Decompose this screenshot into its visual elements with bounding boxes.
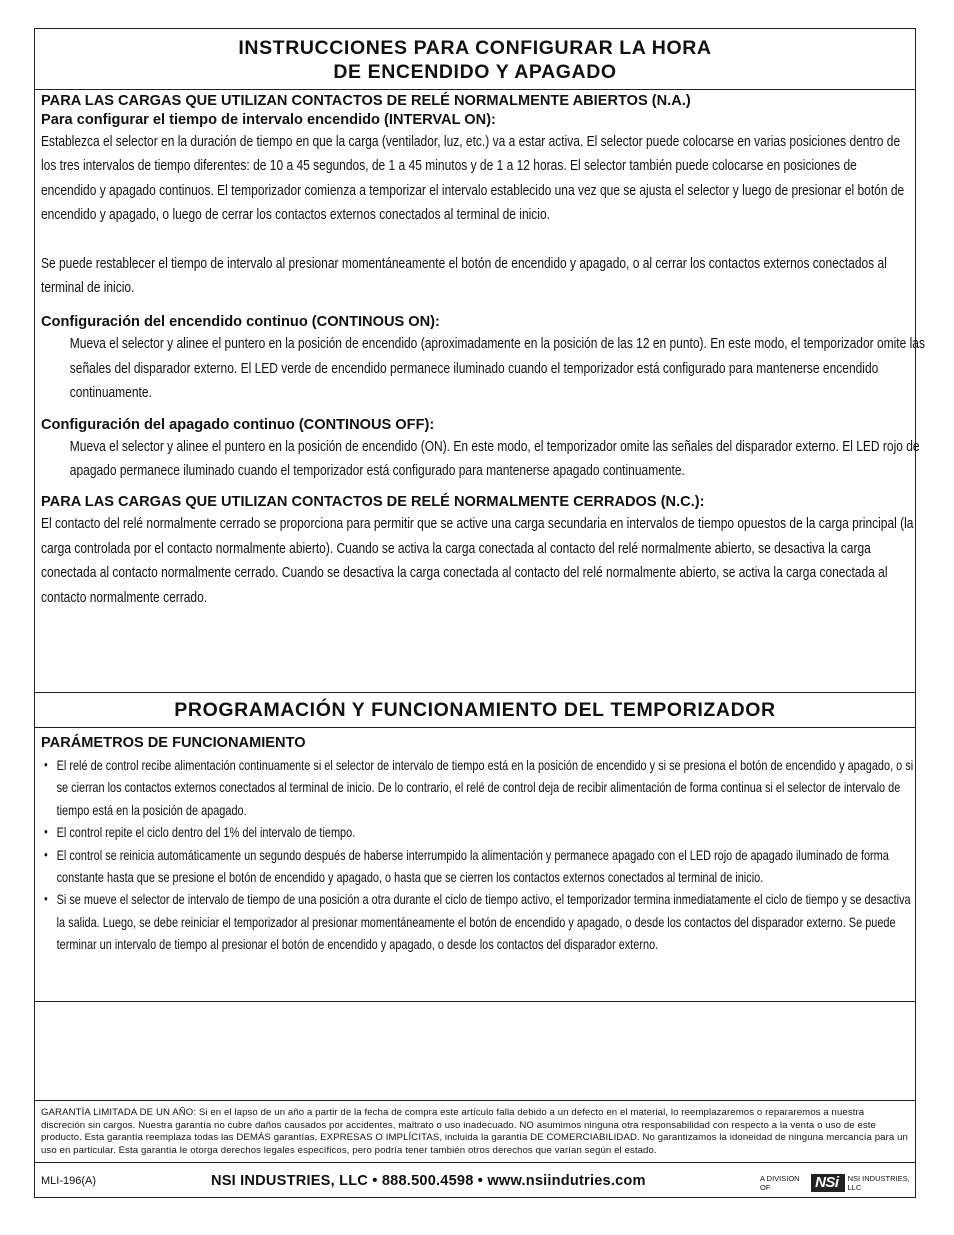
list-item: • El control repite el ciclo dentro del 1% del intervalo de tiempo. — [41, 821, 914, 843]
blank-area — [35, 1002, 915, 1101]
continuous-on-paragraph: Mueva el selector y alinee el puntero en la posición de encendido (aproximadamente en la posición de las 12 en punto). En este modo, el temporizador omite las señales del disparador externo. El LED verde de encendido permanece iluminado cuando el temporizador está configurado para mantenerse encendido continuamente. — [69, 335, 925, 402]
operating-parameters-section — [35, 728, 915, 1002]
interval-on-heading: Para configurar el tiempo de intervalo encendido (INTERVAL ON): — [41, 112, 496, 128]
section-title-line2: DE ENCENDIDO Y APAGADO — [333, 61, 617, 83]
interval-reset-paragraph: Se puede restablecer el tiempo de intervalo al presionar momentáneamente el botón de encendido y apagado, o al cerrar los contactos externos conectados al terminal de inicio. — [41, 254, 887, 297]
section-title-line1: INSTRUCCIONES PARA CONFIGURAR LA HORA — [238, 37, 712, 59]
division-block — [760, 1173, 915, 1193]
nc-paragraph: El contacto del relé normalmente cerrado se proporciona para permitir que se active una carga secundaria en intervalos de tiempo opuestos de la carga principal (la carga controlada por el contacto normalmente abierto). Cuando se activa la carga conectada al contacto del relé normalmente abierto, se desactiva la carga conectada al contacto normalmente cerrado. Cuando se desactiva la carga conectada al contacto del relé normalmente abierto, se activa la carga conectada al contacto normalmente cerrado. — [41, 515, 914, 606]
warranty-text: GARANTÍA LIMITADA DE UN AÑO: Si en el lapso de un año a partir de la fecha de compra este artículo falla debido a un defecto en el material, lo reemplazaremos o repararemos a nuestra discreción sin cargos. Nuestra garantía no cubre daños causados por accidentes, maltrato o uso inadecuado. NO asumimos ninguna otra responsabilidad con respecto a la venta o uso de este producto. Esta garantía reemplaza todas las DEMÁS garantías, EXPRESAS O IMPLÍCITAS, incluida la garantía DE COMERCIABILIDAD. No garantizamos la idoneidad de ninguna mercancía para un uso en particular. Esta garantía le otorga derechos legales específicos, pero podría tener también otros derechos que varían según el estado. — [41, 1107, 908, 1156]
interval-on-paragraph: Establezca el selector en la duración de tiempo en que la carga (ventilador, luz, etc.) va a estar activa. El selector puede colocarse en varias posiciones dentro de los tres intervalos de tiempo diferentes: de 10 a 45 segundos, de 1 a 45 minutos y de 1 a 12 horas. El selector también puede colocarse en posiciones de encendido y apagado continuos. El temporizador comienza a temporizar el intervalo establecido una vez que se ajusta el selector y luego de presionar el botón de encendido y apagado, o luego de cerrar los contactos externos conectados al terminal de inicio. — [41, 133, 905, 224]
warranty-box — [35, 1101, 915, 1163]
parameters-list — [41, 754, 914, 956]
programming-title: PROGRAMACIÓN Y FUNCIONAMIENTO DEL TEMPORIZADOR — [35, 693, 915, 728]
list-item: • El relé de control recibe alimentación continuamente si el selector de intervalo de tiempo está en la posición de encendido y si se presiona el botón de encendido y apagado, o si se cierran los contactos externos conectados al terminal de inicio. De lo contrario, el relé de control deja de recibir alimentación de forma continua si el selector de intervalo de tiempo está en la posición de apagado. — [41, 754, 914, 821]
document-code: MLI-196(A) — [41, 1175, 97, 1187]
bullet-icon: • — [44, 757, 48, 772]
setup-instructions-section — [35, 29, 925, 693]
division-company: NSI INDUSTRIES, LLC — [847, 1174, 910, 1192]
continuous-off-paragraph: Mueva el selector y alinee el puntero en la posición de encendido (ON). En este modo, el temporizador omite las señales del disparador externo. El LED rojo de apagado permanece iluminado cuando el temporizador está configurado para mantenerse apagado continuamente. — [69, 437, 920, 480]
na-heading: PARA LAS CARGAS QUE UTILIZAN CONTACTOS DE RELÉ NORMALMENTE ABIERTOS (N.A.) — [41, 93, 691, 109]
bullet-icon: • — [44, 846, 48, 862]
division-label: A DIVISION OF — [760, 1174, 800, 1192]
continuous-off-heading: Configuración del apagado continuo (CONTINOUS OFF): — [41, 416, 435, 433]
parameters-heading: PARÁMETROS DE FUNCIONAMIENTO — [41, 735, 306, 751]
list-item: • Si se mueve el selector de intervalo de tiempo de una posición a otra durante el ciclo de tiempo activo, el temporizador termina inmediatamente el ciclo de tiempo y se desactiva la salida. Luego, se debe reiniciar el temporizador al presionar momentáneamente el botón de encendido y apagado, o desde los contactos del disparador externo. Se puede terminar un intervalo de tiempo al presionar el botón de encendido y apagado, o desde los contactos del disparador externo. — [41, 888, 914, 955]
continuous-on-heading: Configuración del encendido continuo (CONTINOUS ON): — [41, 314, 440, 331]
bullet-icon: • — [44, 891, 48, 907]
list-item: • El control se reinicia automáticamente un segundo después de haberse interrumpido la alimentación y permanece apagado con el LED rojo de apagado iluminado de forma constante hasta que se presione el botón de encendido y apagado, o hasta que se cierren los contactos externos conectados al terminal de inicio. — [41, 844, 914, 889]
bullet-icon: • — [44, 824, 48, 840]
footer — [35, 1163, 915, 1199]
document-frame — [34, 28, 925, 1198]
section-title — [35, 29, 915, 90]
nc-heading: PARA LAS CARGAS QUE UTILIZAN CONTACTOS DE RELÉ NORMALMENTE CERRADOS (N.C.): — [41, 494, 705, 511]
company-contact: NSI INDUSTRIES, LLC • 888.500.4598 • www.nsiindutries.com — [211, 1173, 646, 1189]
nsi-logo-icon: NSi — [811, 1174, 845, 1192]
